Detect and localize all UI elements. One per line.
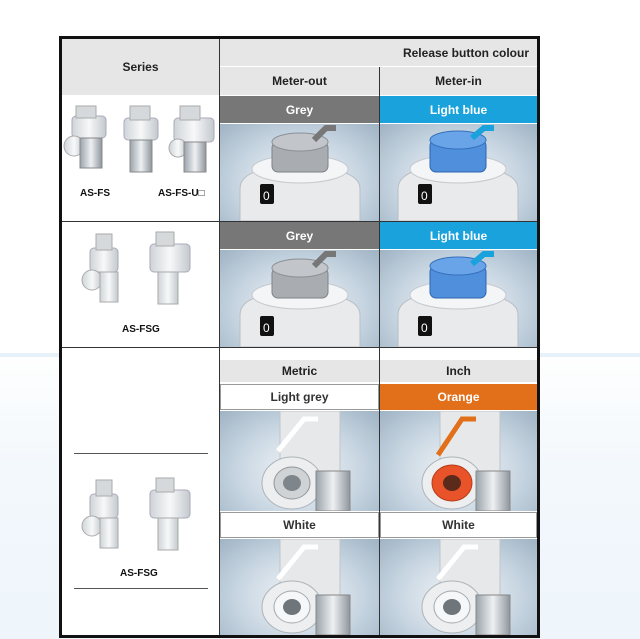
model-label-as-fs-u: AS-FS-U□ — [158, 188, 205, 199]
inch-header: Inch — [380, 360, 537, 382]
cell-divider-bottom — [74, 588, 208, 589]
series-header: Series — [62, 39, 219, 95]
svg-text:0: 0 — [421, 321, 428, 335]
series-cell-as-fsg — [62, 222, 219, 347]
svg-text:0: 0 — [421, 189, 428, 203]
orange-label: Orange — [380, 384, 537, 410]
light-blue-label: Light blue — [380, 96, 537, 123]
metric-header: Metric — [220, 360, 379, 382]
as-fs-product-image — [62, 96, 219, 201]
cell-divider — [74, 453, 208, 454]
as-fsg-product-image — [62, 222, 219, 322]
grey-label: Grey — [220, 96, 379, 123]
series-cell-as-fsg-row3 — [62, 348, 219, 635]
orange-fitting-photo — [380, 411, 537, 511]
light-blue-release-button-photo-row2 — [380, 250, 537, 347]
white-label-right: White — [380, 512, 537, 538]
model-label-as-fsg-row3: AS-FSG — [120, 568, 158, 579]
grey-release-button-photo-row2 — [220, 250, 379, 347]
light-grey-label: Light grey — [220, 384, 379, 410]
column-separator-2 — [379, 67, 380, 635]
grey-release-button-photo — [220, 124, 379, 221]
white-fitting-photo-left — [220, 539, 379, 635]
meter-in-header: Meter-in — [380, 67, 537, 95]
svg-text:0: 0 — [263, 321, 270, 335]
white-label-left: White — [220, 512, 379, 538]
as-fsg-product-image-row3 — [62, 468, 219, 568]
release-button-colour-header: Release button colour — [220, 39, 537, 66]
light-blue-label-row2: Light blue — [380, 222, 537, 249]
column-separator-1 — [219, 39, 220, 635]
white-fitting-photo-right — [380, 539, 537, 635]
svg-text:0: 0 — [263, 189, 270, 203]
model-label-as-fsg: AS-FSG — [122, 324, 160, 335]
release-button-colour-table — [59, 36, 540, 638]
grey-label-row2: Grey — [220, 222, 379, 249]
model-label-as-fs: AS-FS — [80, 188, 110, 199]
light-grey-fitting-photo — [220, 411, 379, 511]
series-cell-as-fs — [62, 96, 219, 221]
light-blue-release-button-photo — [380, 124, 537, 221]
meter-out-header: Meter-out — [220, 67, 379, 95]
